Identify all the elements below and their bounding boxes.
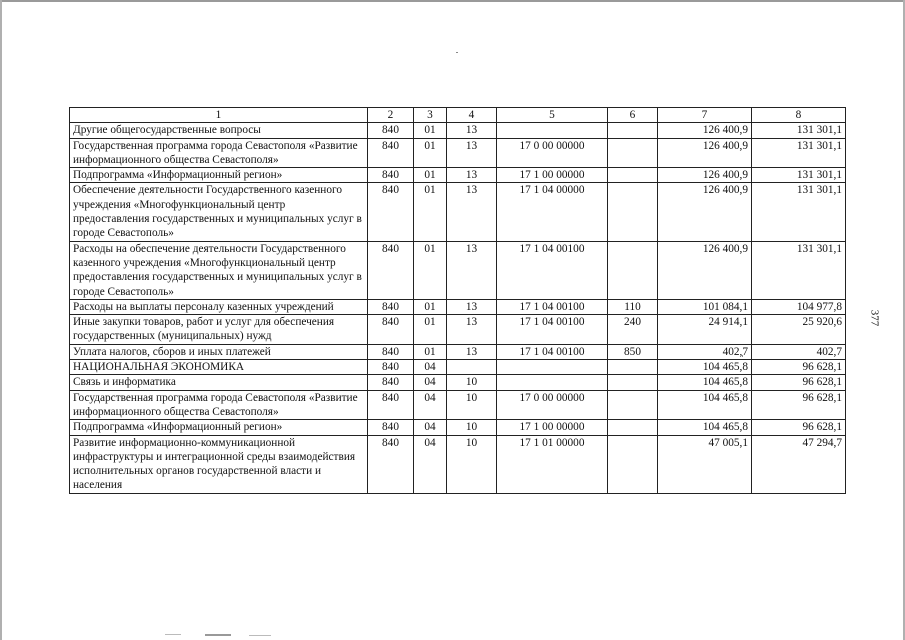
cell-csr: 17 1 01 00000 [497,435,608,493]
cell-sum-year2: 96 628,1 [752,375,846,390]
cell-sum-year2: 96 628,1 [752,420,846,435]
cell-pr: 10 [447,375,497,390]
header-cell-col5: 5 [497,108,608,123]
cell-csr: 17 1 04 00100 [497,344,608,359]
cell-name: Расходы на выплаты персоналу казенных учреждений [70,299,368,314]
cell-csr: 17 0 00 00000 [497,138,608,168]
scan-left-edge [0,0,2,640]
cell-pr: 13 [447,138,497,168]
cell-csr: 17 1 04 00100 [497,299,608,314]
cell-rz: 01 [414,344,447,359]
cell-name: Подпрограмма «Информационный регион» [70,168,368,183]
cell-min: 840 [368,420,414,435]
cell-csr: 17 1 04 00000 [497,183,608,241]
cell-rz: 01 [414,168,447,183]
cell-rz: 04 [414,390,447,420]
cell-pr: 10 [447,435,497,493]
cell-sum-year1: 104 465,8 [658,420,752,435]
cell-min: 840 [368,168,414,183]
cell-min: 840 [368,183,414,241]
cell-sum-year1: 126 400,9 [658,168,752,183]
cell-pr [447,360,497,375]
cell-csr: 17 1 04 00100 [497,315,608,345]
cell-vr [608,241,658,299]
cell-name: Иные закупки товаров, работ и услуг для обеспечения государственных (муниципальных) нужд [70,315,368,345]
scan-speck [205,634,231,636]
cell-rz: 01 [414,299,447,314]
cell-rz: 01 [414,315,447,345]
cell-min: 840 [368,315,414,345]
table-row [70,138,846,168]
cell-sum-year2: 131 301,1 [752,168,846,183]
cell-pr: 13 [447,241,497,299]
cell-vr [608,390,658,420]
cell-pr: 13 [447,344,497,359]
cell-name: Другие общегосударственные вопросы [70,123,368,138]
cell-vr [608,360,658,375]
cell-name: Развитие информационно-коммуникационной инфраструктуры и интеграционной среды взаимодействия исполнительных органов государственной власти и населения [70,435,368,493]
cell-sum-year2: 96 628,1 [752,390,846,420]
cell-sum-year1: 104 465,8 [658,360,752,375]
scan-bottom-marks [165,634,285,637]
cell-min: 840 [368,435,414,493]
cell-sum-year2: 47 294,7 [752,435,846,493]
scan-speck [249,635,271,636]
budget-table-container [69,107,846,494]
table-row [70,420,846,435]
cell-vr [608,435,658,493]
cell-vr [608,420,658,435]
cell-sum-year1: 24 914,1 [658,315,752,345]
cell-rz: 01 [414,241,447,299]
table-row [70,123,846,138]
header-cell-col8: 8 [752,108,846,123]
cell-vr [608,138,658,168]
scan-speck [456,52,458,53]
cell-min: 840 [368,375,414,390]
cell-sum-year1: 126 400,9 [658,123,752,138]
cell-rz: 04 [414,375,447,390]
cell-sum-year2: 25 920,6 [752,315,846,345]
cell-csr [497,375,608,390]
cell-pr: 10 [447,390,497,420]
header-cell-col7: 7 [658,108,752,123]
cell-rz: 01 [414,183,447,241]
cell-pr: 13 [447,315,497,345]
cell-min: 840 [368,123,414,138]
cell-min: 840 [368,138,414,168]
header-cell-col4: 4 [447,108,497,123]
table-header-row [70,108,846,123]
cell-name: Уплата налогов, сборов и иных платежей [70,344,368,359]
cell-vr [608,183,658,241]
cell-sum-year2: 96 628,1 [752,360,846,375]
cell-pr: 13 [447,299,497,314]
table-row [70,183,846,241]
page-number: 377 [868,309,881,327]
cell-csr: 17 0 00 00000 [497,390,608,420]
cell-vr: 850 [608,344,658,359]
table-row [70,435,846,493]
cell-csr: 17 1 00 00000 [497,420,608,435]
cell-name: Расходы на обеспечение деятельности Государственного казенного учреждения «Многофункциональный центр предоставления государственных и муниципальных услуг в городе Севастополь» [70,241,368,299]
header-cell-col6: 6 [608,108,658,123]
cell-vr [608,375,658,390]
cell-csr: 17 1 04 00100 [497,241,608,299]
cell-min: 840 [368,299,414,314]
cell-sum-year1: 126 400,9 [658,138,752,168]
cell-rz: 04 [414,360,447,375]
table-row [70,299,846,314]
cell-sum-year2: 131 301,1 [752,241,846,299]
budget-table [69,107,846,494]
cell-sum-year1: 101 084,1 [658,299,752,314]
cell-min: 840 [368,390,414,420]
cell-sum-year2: 402,7 [752,344,846,359]
cell-min: 840 [368,360,414,375]
cell-csr [497,360,608,375]
cell-name: Государственная программа города Севастополя «Развитие информационного общества Севастополя» [70,138,368,168]
cell-pr: 13 [447,168,497,183]
cell-vr: 240 [608,315,658,345]
cell-rz: 01 [414,123,447,138]
cell-name: НАЦИОНАЛЬНАЯ ЭКОНОМИКА [70,360,368,375]
cell-rz: 04 [414,435,447,493]
table-row [70,315,846,345]
table-row [70,390,846,420]
cell-name: Связь и информатика [70,375,368,390]
cell-sum-year1: 47 005,1 [658,435,752,493]
header-cell-col2: 2 [368,108,414,123]
cell-rz: 04 [414,420,447,435]
header-cell-col1: 1 [70,108,368,123]
cell-pr: 13 [447,183,497,241]
table-row [70,344,846,359]
cell-rz: 01 [414,138,447,168]
cell-csr: 17 1 00 00000 [497,168,608,183]
budget-table-body [70,108,846,494]
table-row [70,360,846,375]
cell-sum-year2: 131 301,1 [752,123,846,138]
cell-name: Государственная программа города Севастополя «Развитие информационного общества Севастополя» [70,390,368,420]
header-cell-col3: 3 [414,108,447,123]
cell-sum-year1: 126 400,9 [658,183,752,241]
cell-pr: 10 [447,420,497,435]
cell-vr [608,123,658,138]
cell-sum-year2: 104 977,8 [752,299,846,314]
cell-min: 840 [368,241,414,299]
cell-name: Обеспечение деятельности Государственного казенного учреждения «Многофункциональный центр предоставления государственных и муниципальных услуг в городе Севастополь» [70,183,368,241]
table-row [70,241,846,299]
cell-name: Подпрограмма «Информационный регион» [70,420,368,435]
cell-min: 840 [368,344,414,359]
cell-csr [497,123,608,138]
cell-vr [608,168,658,183]
cell-sum-year1: 402,7 [658,344,752,359]
cell-vr: 110 [608,299,658,314]
cell-sum-year2: 131 301,1 [752,183,846,241]
cell-sum-year1: 126 400,9 [658,241,752,299]
cell-sum-year1: 104 465,8 [658,375,752,390]
scan-speck [165,634,181,635]
table-row [70,375,846,390]
table-row [70,168,846,183]
cell-sum-year2: 131 301,1 [752,138,846,168]
cell-sum-year1: 104 465,8 [658,390,752,420]
cell-pr: 13 [447,123,497,138]
scan-top-edge [0,0,905,2]
